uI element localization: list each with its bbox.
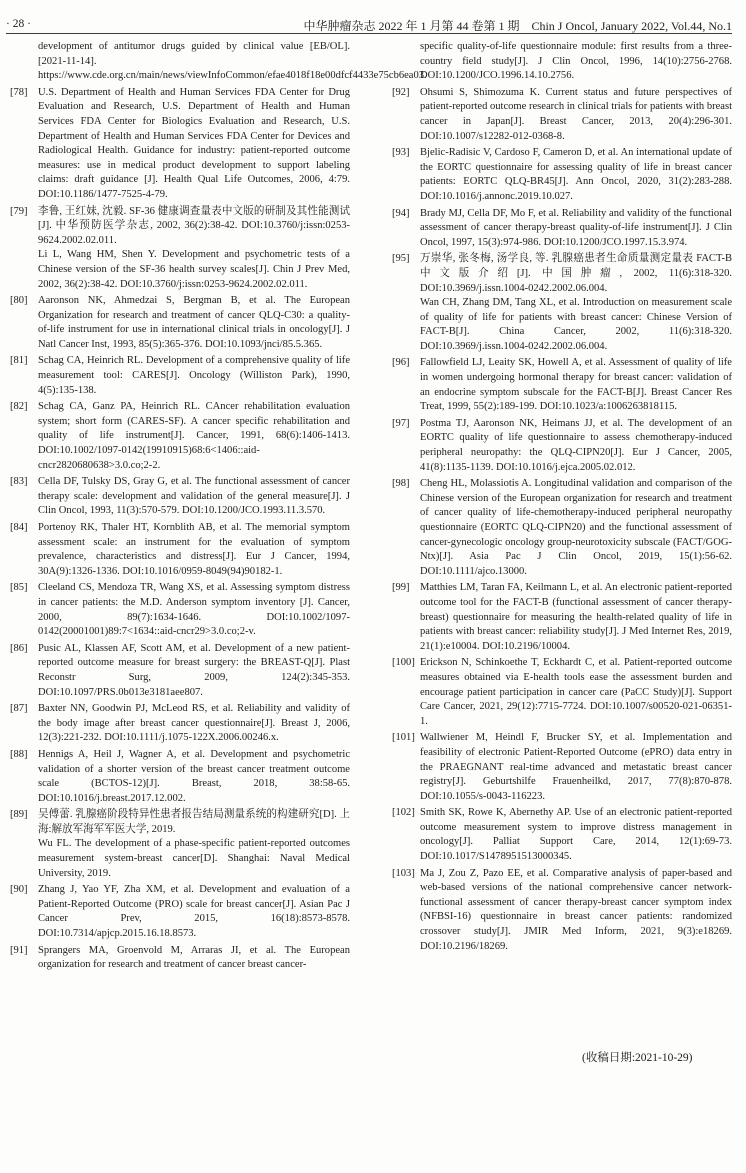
reference-number: [93] (392, 147, 410, 159)
reference-entry (10, 475, 350, 519)
reference-continuation: specific quality-of-life questionnaire module: first results from a three-country field study[J]. J Clin Oncol, 1996, 14(10):2756-2768. DOI:10.1200/JCO.1996.14.10.2756. (420, 41, 732, 82)
reference-number: [98] (392, 478, 410, 490)
reference-number: [100] (392, 657, 415, 669)
reference-number: [99] (392, 582, 410, 594)
reference-text: Matthies LM, Taran FA, Keilmann L, et al. An electronic patient-reported outcome tool for the FACT-B (functional assessment of cancer therapy-breast) questionnaire for measuring the health-related quality of life in patients with breast cancer: reliability study[J]. J Med Internet Res, 2019, 21(1):e10004. DOI:10.2196/10004. (420, 582, 732, 652)
reference-text: 吴傅蕾. 乳腺癌阶段特异性患者报告结局测量系统的构建研究[D]. 上海:解放军海军军医大学, 2019. (38, 809, 350, 835)
reference-number: [103] (392, 867, 415, 879)
reference-text: Bjelic-Radisic V, Cardoso F, Cameron D, et al. An international update of the EORTC questionnaire for assessing quality of life in breast cancer patients: EORTC QLQ-BR45[J]. Ann Oncol, 2020, 31(2):283-288. DOI:10.1016/j.annonc.2019.10.027. (420, 147, 732, 202)
reference-entry (10, 702, 350, 746)
reference-text: Schag CA, Heinrich RL. Development of a comprehensive quality of life measurement tool: CARES[J]. Oncology (Williston Park), 1990, 4(5):135-138. (38, 355, 350, 396)
reference-entry (10, 205, 350, 293)
reference-number: [87] (10, 703, 28, 715)
reference-number: [86] (10, 642, 28, 654)
reference-number: [89] (10, 809, 28, 821)
reference-number: [78] (10, 86, 28, 98)
journal-citation-line: 中华肿瘤杂志 2022 年 1 月第 44 卷第 1 期 Chin J Oncol, January 2022, Vol.44, No.1 (303, 19, 732, 33)
right-column (392, 40, 732, 956)
reference-number: [91] (10, 944, 28, 956)
header-rule (6, 33, 732, 34)
reference-entry (10, 748, 350, 806)
reference-entry (10, 581, 350, 639)
reference-entry (10, 400, 350, 473)
reference-number: [97] (392, 417, 410, 429)
reference-entry (392, 656, 732, 729)
reference-number: [80] (10, 295, 28, 307)
reference-entry (392, 252, 732, 354)
reference-text: Wan CH, Zhang DM, Tang XL, et al. Introduction on measurement scale of quality of life for patients with breast cancer: Chinese Version of FACT-B[J]. China Cancer, 2002, 11(6):318-320. DOI:10.3969/j.issn.1004-0242.2002.06.004. (420, 297, 732, 352)
reference-entry (10, 883, 350, 941)
reference-text: 万崇华, 张冬梅, 汤学良, 等. 乳腺癌患者生命质量测定量表 FACT-B 中文版介绍[J]. 中国肿瘤, 2002, 11(6):318-320. DOI:10.3969/j.issn.1004-0242.2002.06.004. (420, 253, 732, 294)
reference-text: U.S. Department of Health and Human Services FDA Center for Drug Evaluation and Research, U.S. Department of Health and Human Services FDA Center for Biologics Evaluation and Research, U.S. Department of Health and Human Services FDA Center for Devices and Radiological Health. Guidance for industry: patient-reported outcome measures: use in medical product development to support labeling claims: draft guidance [J]. Health Qual Life Outcomes, 2006, 4:79. DOI:10.1186/1477-7525-4-79. (38, 86, 350, 200)
reference-entry (392, 477, 732, 579)
received-date: (收稿日期:2021-10-29) (582, 1052, 693, 1064)
reference-number: [95] (392, 253, 410, 265)
reference-entry (10, 521, 350, 579)
reference-entry (392, 867, 732, 955)
page-number: · 28 · (6, 18, 31, 30)
reference-entry (392, 146, 732, 204)
reference-text: Portenoy RK, Thaler HT, Kornblith AB, et al. The memorial symptom assessment scale: an instrument for the evaluation of symptom prevalence, characteristics and distress[J]. Eur J Cancer, 1994, 30A(9):1326-1336. DOI:10.1016/0959-8049(94)90182-1. (38, 522, 350, 577)
reference-number: [84] (10, 522, 28, 533)
reference-text: Brady MJ, Cella DF, Mo F, et al. Reliability and validity of the functional assessment of cancer therapy-breast quality-of-life instrument[J]. J Clin Oncol, 1997, 15(3):974-986. DOI:10.1200/JCO.1997.15.3.974. (420, 207, 732, 248)
reference-continuation: development of antitumor drugs guided by clinical value [EB/OL]. [2021-11-14]. https://www.cde.org.cn/main/news/viewInfoCommon/efae4018f18e00dfcf4433e75cb6ea03. (38, 41, 427, 82)
reference-entry (10, 86, 350, 203)
reference-number: [82] (10, 401, 28, 413)
reference-entry (392, 581, 732, 654)
reference-text: Cheng HL, Molassiotis A. Longitudinal validation and comparison of the Chinese version of the European organization for research and treatment of cancer quality of life-chemotherapy-induced peripheral neuropathy questionnaire (EORTC QLQ-CIPN20) and the functional assessment of cancer-gynecologic oncology group-neurotoxicity subscale (FACT/GOG-Ntx)[J]. Asia Pac J Clin Oncol, 2019, 15(1):56-62. DOI:10.1111/ajco.13000. (420, 478, 732, 577)
reference-number: [94] (392, 207, 410, 219)
reference-entry (392, 207, 732, 251)
reference-number: [83] (10, 476, 28, 488)
reference-text: Wu FL. The development of a phase-specific patient-reported outcomes measurement system-breast cancer[D]. Shanghai: Naval Medical University, 2019. (38, 838, 350, 879)
reference-number: [92] (392, 86, 410, 98)
running-header (0, 0, 746, 34)
reference-entry (10, 642, 350, 700)
reference-text: Schag CA, Ganz PA, Heinrich RL. CAncer rehabilitation evaluation system; short form (CARES-SF). A cancer specific rehabilitation and quality of life instrument[J]. Cancer, 1991, 68(6):1406-1413. DOI:10.1002/1097-0142(19910915)68:6<1406::aid-cncr2820680638>3.0.co;2-2. (38, 401, 350, 471)
reference-text: Zhang J, Yao YF, Zha XM, et al. Development and evaluation of a Patient-Reported Outcome (PRO) scale for breast cancer[J]. Asian Pac J Cancer Prev, 2015, 16(18):8573-8578. DOI:10.7314/apjcp.2015.16.18.8573. (38, 884, 350, 940)
reference-text: Ma J, Zou Z, Pazo EE, et al. Comparative analysis of paper-based and web-based versions of the national comprehensive cancer network-functional assessment of cancer therapy-breast cancer symptom index (NFBSI-16) questionnaire in breast cancer patients: randomized crossover study[J]. JMIR Med Inform, 2021, 9(3):e18269. DOI:10.2196/18269. (420, 867, 732, 952)
reference-number: [102] (392, 807, 415, 819)
reference-text: Wallwiener M, Heindl F, Brucker SY, et al. Implementation and feasibility of electronic Patient-Reported Outcome (ePRO) data entry in the PRAEGNANT real-time advanced and metastatic breast cancer registry[J]. Geburtshilfe Frauenheilkd, 2017, 77(8):870-878. DOI:10.1055/s-0043-116223. (420, 732, 732, 802)
reference-entry (392, 86, 732, 144)
reference-text: Smith SK, Rowe K, Abernethy AP. Use of an electronic patient-reported outcome measurement system to improve distress management in oncology[J]. Palliat Support Care, 2014, 12(1):69-73. DOI:10.1017/S1478951513000345. (420, 807, 732, 863)
reference-text: 李鲁, 王红妹, 沈毅. SF-36 健康调查量表中文版的研制及其性能测试[J]. 中华预防医学杂志, 2002, 36(2):38-42. DOI:10.3760/j:issn:0253-9624.2002.02.011. (38, 205, 350, 246)
reference-number: [101] (392, 732, 415, 744)
reference-text: Hennigs A, Heil J, Wagner A, et al. Development and psychometric validation of a shorter version of the breast cancer treatment outcome scale (BCTOS-12)[J]. Breast, 2018, 38:58-65. DOI:10.1016/j.breast.2017.12.002. (38, 748, 350, 804)
reference-text: Postma TJ, Aaronson NK, Heimans JJ, et al. The development of an EORTC quality of life questionnaire to assess chemotherapy-induced peripheral neuropathy: the QLQ-CIPN20[J]. Eur J Cancer, 2005, 41(8):1135-1139. DOI:10.1016/j.ejca.2005.02.012. (420, 417, 732, 473)
reference-entry (392, 806, 732, 864)
reference-text: Erickson N, Schinkoethe T, Eckhardt C, et al. Patient-reported outcome measures obtained via E-health tools ease the assessment burden and encourage patient participation in cancer care (PaCC Study)[J]. Support Care Cancer, 2021, 29(12):7715-7724. DOI:10.1007/s00520-021-06351-1. (420, 657, 732, 727)
reference-number: [96] (392, 357, 410, 369)
reference-text: Cleeland CS, Mendoza TR, Wang XS, et al. Assessing symptom distress in cancer patients: the M.D. Anderson symptom inventory [J]. Cancer, 2000, 89(7):1634-1646. DOI:10.1002/1097-0142(20001001)89:7<1634::aid-cncr29>3.0.co;2-v. (38, 582, 350, 638)
reference-text: Baxter NN, Goodwin PJ, McLeod RS, et al. Reliability and validity of the body image after breast cancer questionnaire[J]. Breast J, 2006, 12(3):221-232. DOI:10.1111/j.1075-122X.2006.00246.x. (38, 703, 350, 744)
reference-text: Ohsumi S, Shimozuma K. Current status and future perspectives of patient-reported outcome research in clinical trials for patients with breast cancer in Japan[J]. Breast Cancer, 2013, 20(4):296-301. DOI:10.1007/s12282-012-0368-8. (420, 86, 732, 142)
reference-entry (392, 731, 732, 804)
reference-number: [88] (10, 748, 28, 760)
reference-text: Aaronson NK, Ahmedzai S, Bergman B, et al. The European Organization for research and treatment of cancer QLQ-C30: a quality-of-life instrument for use in international clinical trials in oncology[J]. J Natl Cancer Inst, 1993, 85(5):365-376. DOI:10.1093/jnci/85.5.365. (38, 295, 350, 350)
reference-text: Pusic AL, Klassen AF, Scott AM, et al. Development of a new patient-reported outcome measure for breast surgery: the BREAST-Q[J]. Plast Reconstr Surg, 2009, 124(2):345-353. DOI:10.1097/PRS.0b013e3181aee807. (38, 642, 350, 698)
reference-text: Li L, Wang HM, Shen Y. Development and psychometric tests of a Chinese version of the SF-36 health survey scales[J]. Chin J Prev Med, 2002, 36(2):38-42. DOI:10.3760/j:issn:0253-9624.2002.02.011. (38, 249, 350, 290)
reference-text: Cella DF, Tulsky DS, Gray G, et al. The functional assessment of cancer therapy scale: development and validation of the general measure[J]. J Clin Oncol, 1993, 11(3):570-579. DOI:10.1200/JCO.1993.11.3.570. (38, 476, 350, 517)
reference-number: [81] (10, 355, 28, 367)
reference-entry (10, 944, 350, 973)
reference-number: [85] (10, 582, 28, 594)
reference-text: Sprangers MA, Groenvold M, Arraras JI, et al. The European organization for research and treatment of cancer breast cancer- (38, 944, 350, 971)
reference-entry (10, 354, 350, 398)
reference-number: [90] (10, 884, 28, 896)
reference-entry (392, 417, 732, 475)
reference-number: [79] (10, 205, 28, 217)
reference-entry (392, 356, 732, 414)
reference-entry (10, 294, 350, 352)
reference-entry (10, 808, 350, 881)
reference-text: Fallowfield LJ, Leaity SK, Howell A, et al. Assessment of quality of life in women undergoing hormonal therapy for breast cancer: validation of an endocrine symptom subscale for the FACT-B[J]. Breast Cancer Res Treat, 1999, 55(2):189-199. DOI:10.1023/a:1006263818115. (420, 357, 732, 413)
